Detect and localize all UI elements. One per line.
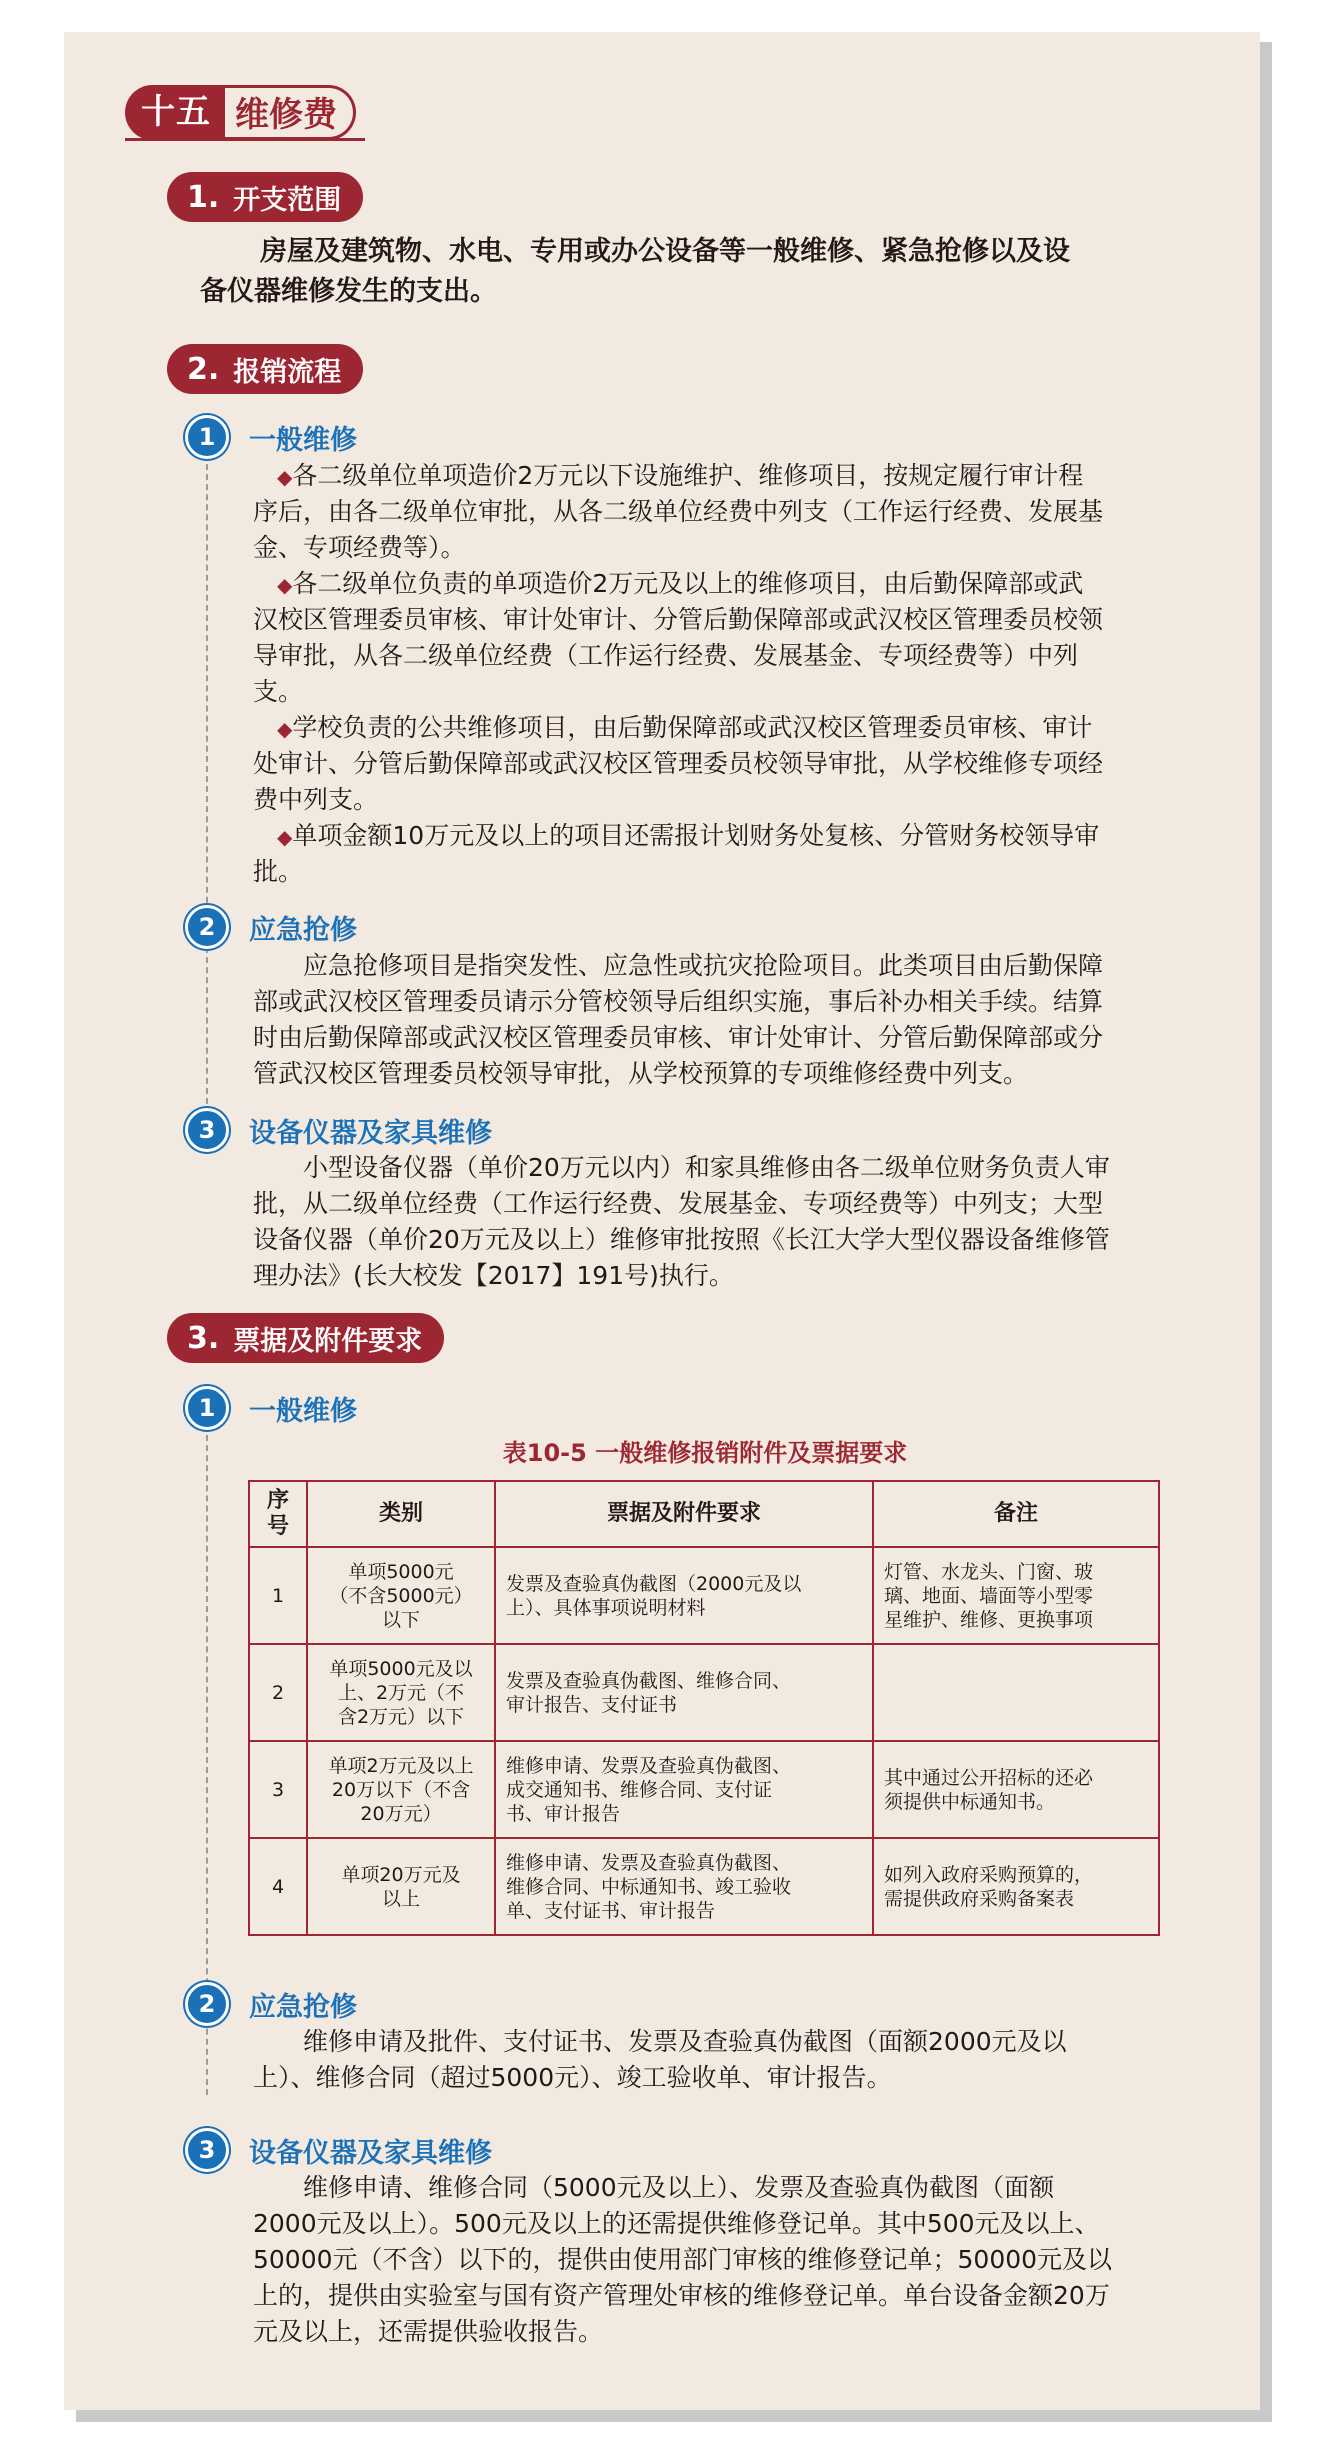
text-line: 50000元（不含）以下的，提供由使用部门审核的维修登记单；50000元及以	[253, 2245, 1113, 2274]
text-line: ◆各二级单位单项造价2万元以下设施维护、维修项目，按规定履行审计程	[277, 461, 1084, 490]
requirements-table	[248, 1480, 1160, 1936]
text-line: 上）、维修合同（超过5000元）、竣工验收单、审计报告。	[253, 2063, 892, 2092]
text-line: 元及以上，还需提供验收报告。	[253, 2317, 604, 2346]
cell-line: 上、2万元（不	[337, 1681, 465, 1704]
chapter-title-badge	[125, 85, 356, 140]
section-label: 票据及附件要求	[233, 1325, 423, 1357]
text-line: ◆各二级单位负责的单项造价2万元及以上的维修项目，由后勤保障部或武	[277, 569, 1084, 598]
table-row	[249, 1838, 1159, 1935]
cell-line: 需提供政府采购备案表	[884, 1887, 1075, 1910]
subheading-title: 一般维修	[249, 424, 357, 456]
diamond-bullet-icon: ◆	[277, 825, 293, 849]
text-line: 理办法》(长大校发【2017】191号)执行。	[253, 1261, 734, 1290]
text-line: 金、专项经费等）。	[253, 533, 466, 562]
cell-requirements	[495, 1741, 873, 1838]
timeline-dash	[206, 454, 208, 1114]
cell-line: 单项20万元及	[341, 1863, 461, 1886]
cell-remarks	[873, 1644, 1159, 1741]
cell-category	[307, 1547, 495, 1644]
diamond-bullet-icon: ◆	[277, 465, 293, 489]
section-label: 开支范围	[233, 184, 342, 216]
scope-paragraph	[200, 232, 1180, 312]
cell-line: 璃、地面、墙面等小型零	[884, 1584, 1094, 1607]
header-seq-line: 序	[266, 1488, 289, 1513]
cell-line: 单项5000元及以	[329, 1657, 473, 1680]
step-number-circle: 2	[185, 1982, 229, 2026]
text-line: 费中列支。	[253, 785, 379, 814]
cell-line: 维修合同、中标通知书、竣工验收	[506, 1875, 792, 1898]
cell-category	[307, 1838, 495, 1935]
cell-requirements	[495, 1547, 873, 1644]
cell-line: 维修申请、发票及查验真伪截图、	[506, 1851, 792, 1874]
text-line: ◆学校负责的公共维修项目，由后勤保障部或武汉校区管理委员审核、审计	[277, 713, 1093, 742]
diamond-bullet-icon: ◆	[277, 573, 293, 597]
cell-line: 维修申请、发票及查验真伪截图、	[506, 1754, 792, 1777]
text-line: 支。	[253, 677, 304, 706]
text-line: 应急抢修项目是指突发性、应急性或抗灾抢险项目。此类项目由后勤保障	[303, 951, 1104, 980]
cell-line: 如列入政府采购预算的，	[884, 1863, 1094, 1886]
diamond-bullet-icon: ◆	[277, 717, 293, 741]
text-line: 部或武汉校区管理委员请示分管校领导后组织实施，事后补办相关手续。结算	[253, 987, 1104, 1016]
text-line: 设备仪器（单价20万元及以上）维修审批按照《长江大学大型仪器设备维修管	[253, 1225, 1110, 1254]
section-number: 2.	[187, 351, 220, 387]
step-number-circle: 3	[185, 1108, 229, 1152]
cell-requirements	[495, 1838, 873, 1935]
text-line: 管武汉校区管理委员校领导审批，从学校预算的专项维修经费中列支。	[253, 1059, 1029, 1088]
step-number-circle: 1	[185, 415, 229, 459]
cell-line: 单项5000元	[348, 1560, 454, 1583]
table-header-row	[249, 1481, 1159, 1547]
text-line: 批，从二级单位经费（工作运行经费、发展基金、专项经费等）中列支；大型	[253, 1189, 1104, 1218]
cell-line: 成交通知书、维修合同、支付证	[506, 1778, 773, 1801]
text-line: 汉校区管理委员审核、审计处审计、分管后勤保障部或武汉校区管理委员校领	[253, 605, 1104, 634]
text-line: 房屋及建筑物、水电、专用或办公设备等一般维修、紧急抢修以及设	[260, 236, 1070, 267]
header-seq-line: 号	[266, 1514, 289, 1539]
subheading-title: 一般维修	[249, 1395, 357, 1427]
text-line: 备仪器维修发生的支出。	[200, 276, 497, 307]
cell-line: 发票及查验真伪截图（2000元及以	[506, 1572, 802, 1595]
subheading-title: 应急抢修	[249, 914, 357, 946]
table-caption: 表10-5 一般维修报销附件及票据要求	[502, 1439, 908, 1467]
cell-line: 含2万元）以下	[337, 1705, 465, 1728]
cell-line: 审计报告、支付证书	[506, 1693, 678, 1716]
cell-line: 以上	[381, 1887, 420, 1910]
subheading-equipment-repair	[185, 1108, 492, 1152]
cell-line: 须提供中标通知书。	[884, 1790, 1056, 1813]
text-line: 维修申请、维修合同（5000元及以上）、发票及查验真伪截图（面额	[303, 2173, 1055, 2202]
cell-seq: 4	[249, 1838, 307, 1935]
cell-line: 20万元）	[360, 1802, 442, 1825]
table-row	[249, 1644, 1159, 1741]
cell-line: 灯管、水龙头、门窗、玻	[884, 1560, 1094, 1583]
cell-line: 发票及查验真伪截图、维修合同、	[506, 1669, 792, 1692]
cell-line: 20万以下（不含	[331, 1778, 471, 1801]
cell-line: 星维护、维修、更换事项	[884, 1608, 1094, 1631]
cell-category	[307, 1741, 495, 1838]
cell-line: 上）、具体事项说明材料	[506, 1596, 706, 1619]
section-label: 报销流程	[233, 356, 342, 388]
text-line: 2000元及以上）。500元及以上的还需提供维修登记单。其中500元及以上、	[253, 2209, 1100, 2238]
subheading-title: 设备仪器及家具维修	[249, 2137, 492, 2169]
emergency-docs-paragraph	[253, 2024, 1067, 2096]
cell-line: 单、支付证书、审计报告	[506, 1899, 716, 1922]
cell-line: 单项2万元及以上	[328, 1754, 474, 1777]
subheading-general-repair-docs	[185, 1386, 357, 1430]
text-line: 序后，由各二级单位审批，从各二级单位经费中列支（工作运行经费、发展基	[253, 497, 1104, 526]
step-number-circle: 3	[185, 2128, 229, 2172]
chapter-underline	[125, 138, 365, 141]
cell-remarks	[873, 1838, 1159, 1935]
cell-seq: 1	[249, 1547, 307, 1644]
cell-seq: 3	[249, 1741, 307, 1838]
table-row	[249, 1547, 1159, 1644]
step-number-circle: 1	[185, 1386, 229, 1430]
text-line: 时由后勤保障部或武汉校区管理委员审核、审计处审计、分管后勤保障部或分	[253, 1023, 1104, 1052]
subheading-emergency-repair	[185, 905, 357, 949]
cell-category	[307, 1644, 495, 1741]
cell-line: （不含5000元）	[329, 1584, 473, 1607]
chapter-number: 十五	[125, 85, 225, 140]
header-requirements: 票据及附件要求	[495, 1481, 873, 1547]
cell-seq: 2	[249, 1644, 307, 1741]
text-line: 上的，提供由实验室与国有资产管理处审核的维修登记单。单台设备金额20万	[253, 2281, 1110, 2310]
section-heading-scope	[167, 172, 363, 222]
cell-line: 其中通过公开招标的还必	[884, 1766, 1094, 1789]
header-remarks: 备注	[873, 1481, 1159, 1547]
header-seq	[249, 1481, 307, 1547]
subheading-title: 应急抢修	[249, 1991, 357, 2023]
step-number-circle: 2	[185, 905, 229, 949]
chapter-title: 维修费	[225, 85, 356, 140]
text-line: 维修申请及批件、支付证书、发票及查验真伪截图（面额2000元及以	[303, 2027, 1067, 2056]
cell-remarks	[873, 1741, 1159, 1838]
section-number: 3.	[187, 1320, 220, 1356]
table-row	[249, 1741, 1159, 1838]
cell-line: 以下	[381, 1608, 420, 1631]
header-category: 类别	[307, 1481, 495, 1547]
section-number: 1.	[187, 179, 220, 215]
cell-requirements	[495, 1644, 873, 1741]
subheading-equipment-repair-docs	[185, 2128, 492, 2172]
cell-line: 书、审计报告	[506, 1802, 621, 1825]
cell-remarks	[873, 1547, 1159, 1644]
subheading-general-repair	[185, 415, 357, 459]
text-line: 处审计、分管后勤保障部或武汉校区管理委员校领导审批，从学校维修专项经	[253, 749, 1104, 778]
text-line: 导审批，从各二级单位经费（工作运行经费、发展基金、专项经费等）中列	[253, 641, 1079, 670]
section-heading-process	[167, 344, 363, 394]
equipment-docs-paragraph	[253, 2170, 1112, 2350]
section-heading-documents	[167, 1313, 444, 1363]
text-line: ◆单项金额10万元及以上的项目还需报计划财务处复核、分管财务校领导审	[277, 821, 1100, 850]
text-line: 小型设备仪器（单价20万元以内）和家具维修由各二级单位财务负责人审	[303, 1153, 1110, 1182]
equipment-repair-paragraph	[253, 1150, 1110, 1294]
subheading-emergency-repair-docs	[185, 1982, 357, 2026]
subheading-title: 设备仪器及家具维修	[249, 1117, 492, 1149]
general-repair-paragraph	[253, 458, 1103, 890]
emergency-repair-paragraph	[253, 948, 1103, 1092]
text-line: 批。	[253, 857, 304, 886]
